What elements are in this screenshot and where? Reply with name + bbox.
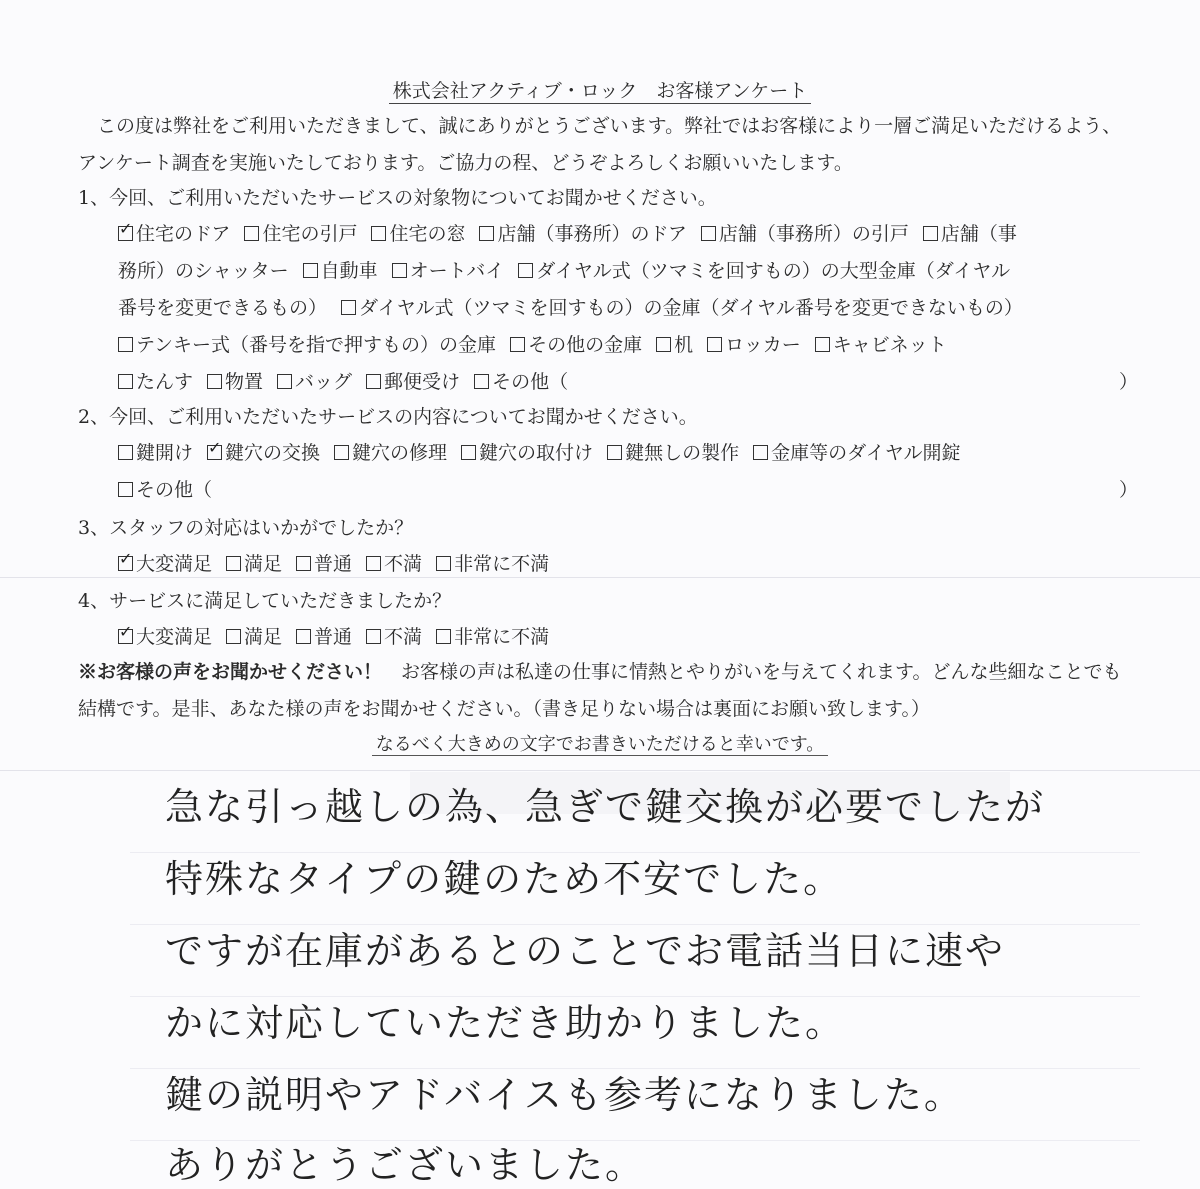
checkbox-icon[interactable] xyxy=(371,226,386,241)
checkbox-icon[interactable] xyxy=(296,556,311,571)
checkbox-option[interactable] xyxy=(118,549,212,576)
option-label: 非常に不満 xyxy=(454,553,550,575)
checkbox-icon[interactable] xyxy=(366,629,381,644)
option-label: 住宅の窓 xyxy=(389,223,466,245)
option-label: 不満 xyxy=(384,626,423,648)
checkbox-option[interactable] xyxy=(366,367,460,394)
checkbox-icon[interactable] xyxy=(118,482,133,497)
survey-title-text: 株式会社アクティブ・ロック お客様アンケート xyxy=(389,80,811,104)
option-row xyxy=(118,325,1138,362)
checkbox-icon[interactable] xyxy=(334,445,349,460)
checkbox-option[interactable] xyxy=(366,622,422,649)
checkbox-option[interactable] xyxy=(341,293,1023,320)
handwritten-line: ありがとうございました。 xyxy=(165,1143,646,1187)
option-label: その他（ xyxy=(136,479,213,501)
option-label: 店舗（事 xyxy=(940,223,1017,245)
checkbox-option[interactable] xyxy=(226,622,282,649)
option-label: 住宅のドア xyxy=(136,223,231,245)
survey-title xyxy=(0,76,1200,103)
option-row xyxy=(118,288,1138,325)
checkbox-option[interactable] xyxy=(334,438,447,465)
option-label: 店舗（事務所）のドア xyxy=(497,223,687,245)
checkbox-option[interactable] xyxy=(518,256,1010,283)
checkbox-option[interactable] xyxy=(226,549,282,576)
checkbox-icon[interactable] xyxy=(461,445,476,460)
option-label: 自動車 xyxy=(320,260,378,282)
checkbox-icon[interactable] xyxy=(341,300,356,315)
checkbox-icon[interactable] xyxy=(207,374,222,389)
checkbox-option[interactable] xyxy=(118,367,193,394)
voice-prompt xyxy=(78,654,1138,728)
option-label: 店舗（事務所）の引戸 xyxy=(718,223,909,245)
checkbox-option[interactable] xyxy=(656,330,693,357)
checkbox-option[interactable] xyxy=(207,438,320,465)
checkbox-icon[interactable] xyxy=(479,226,494,241)
question-1-label: 1、今回、ご利用いただいたサービスの対象物についてお聞かせください。 xyxy=(78,187,717,209)
checkbox-icon[interactable] xyxy=(118,445,133,460)
checkbox-icon[interactable] xyxy=(226,556,241,571)
checkbox-option[interactable] xyxy=(436,622,549,649)
handwritten-line: かに対応していただき助かりました。 xyxy=(165,1001,846,1045)
option-row xyxy=(118,214,1138,251)
checkbox-icon[interactable] xyxy=(474,374,489,389)
checkbox-option[interactable] xyxy=(244,219,357,246)
checkbox-option[interactable] xyxy=(607,438,739,465)
option-label: 不満 xyxy=(384,553,423,575)
checkbox-icon[interactable] xyxy=(753,445,768,460)
checkbox-icon[interactable] xyxy=(656,337,671,352)
checkbox-option[interactable] xyxy=(753,438,960,465)
checkbox-icon[interactable] xyxy=(366,374,381,389)
checkbox-option[interactable] xyxy=(366,549,422,576)
option-label: バッグ xyxy=(295,371,353,393)
option-label: 務所）のシャッター xyxy=(118,260,289,282)
intro-text: この度は弊社をご利用いただきまして、誠にありがとうございます。弊社ではお客様により一層ご満足いただけるよう、アンケート調査を実施いたしております。ご協力の程、どうぞよろしくお願いいたします。 xyxy=(78,115,1122,174)
option-label: 非常に不満 xyxy=(454,626,550,648)
checkbox-icon[interactable] xyxy=(226,629,241,644)
option-row xyxy=(118,251,1138,288)
writing-note xyxy=(0,730,1200,756)
option-label: 大変満足 xyxy=(136,553,213,575)
option-label: 鍵開け xyxy=(136,442,194,464)
option-label: 満足 xyxy=(244,626,283,648)
checkbox-option[interactable] xyxy=(701,219,909,246)
checkbox-icon[interactable] xyxy=(607,445,622,460)
option-label: 普通 xyxy=(314,626,353,648)
question-3-options xyxy=(118,544,1138,581)
checkbox-option[interactable] xyxy=(923,219,1017,246)
option-row xyxy=(118,433,1138,470)
checkbox-icon[interactable] xyxy=(436,629,451,644)
checkbox-option[interactable] xyxy=(371,219,465,246)
checkbox-option[interactable] xyxy=(815,330,947,357)
checked-box-icon[interactable] xyxy=(207,445,222,460)
handwritten-line: 特殊なタイプの鍵のため不安でした。 xyxy=(165,857,844,901)
option-label: 大変満足 xyxy=(136,626,213,648)
option-label: 鍵穴の交換 xyxy=(225,442,321,464)
fold-line xyxy=(0,770,1200,771)
option-label: その他の金庫 xyxy=(528,334,643,356)
writing-note-text: なるべく大きめの文字でお書きいただけると幸いです。 xyxy=(372,734,829,756)
question-3-label: 3、スタッフの対応はいかがでしたか？ xyxy=(78,517,414,539)
checkbox-icon[interactable] xyxy=(303,263,318,278)
checkbox-option[interactable] xyxy=(436,549,549,576)
option-row xyxy=(118,617,1138,654)
option-row xyxy=(118,470,1138,507)
checkbox-option[interactable] xyxy=(118,256,289,283)
option-row xyxy=(118,362,1138,399)
option-label: 郵便受け xyxy=(384,371,461,393)
option-label: 鍵無しの製作 xyxy=(625,442,740,464)
question-4-label: 4、サービスに満足していただきましたか？ xyxy=(78,590,452,612)
checkbox-icon[interactable] xyxy=(296,629,311,644)
checkbox-icon[interactable] xyxy=(277,374,292,389)
checked-box-icon[interactable] xyxy=(118,556,133,571)
checkbox-option[interactable] xyxy=(118,330,496,357)
option-label: ダイヤル式（ツマミを回すもの）の大型金庫（ダイヤル xyxy=(536,260,1011,282)
checkbox-icon[interactable] xyxy=(244,226,259,241)
checkbox-icon[interactable] xyxy=(436,556,451,571)
checkbox-option[interactable] xyxy=(461,438,593,465)
checkbox-icon[interactable] xyxy=(707,337,722,352)
option-label: ダイヤル式（ツマミを回すもの）の金庫（ダイヤル番号を変更できないもの） xyxy=(359,297,1023,319)
checkbox-option[interactable] xyxy=(510,330,642,357)
checkbox-option[interactable] xyxy=(277,367,352,394)
checked-box-icon[interactable] xyxy=(118,629,133,644)
voice-body: お客様の声は私達の仕事に情熱とやりがいを与えてくれます。どんな些細なことでも結構です。是非、あなた様の声をお聞かせください。（書き足りない場合は裏面にお願い致します。） xyxy=(78,661,1122,720)
checkbox-option[interactable] xyxy=(118,293,327,320)
checkbox-option[interactable] xyxy=(296,622,352,649)
option-label: 鍵穴の修理 xyxy=(352,442,448,464)
checkbox-option[interactable] xyxy=(118,475,212,502)
checked-box-icon[interactable] xyxy=(118,226,133,241)
option-label: 物置 xyxy=(225,371,264,393)
option-label: オートバイ xyxy=(409,260,505,282)
option-label: その他（ xyxy=(492,371,569,393)
handwritten-line: 急な引っ越しの為、急ぎで鍵交換が必要でしたが xyxy=(165,785,1046,829)
close-paren: ） xyxy=(1118,371,1138,393)
checkbox-option[interactable] xyxy=(707,330,801,357)
question-4-options xyxy=(118,617,1138,654)
checkbox-option[interactable] xyxy=(296,549,352,576)
checkbox-option[interactable] xyxy=(207,367,263,394)
option-label: テンキー式（番号を指で押すもの）の金庫 xyxy=(136,334,497,356)
checkbox-option[interactable] xyxy=(474,367,568,394)
checkbox-option[interactable] xyxy=(118,219,230,246)
question-2-label: 2、今回、ご利用いただいたサービスの内容についてお聞かせください。 xyxy=(78,406,698,428)
checkbox-icon[interactable] xyxy=(118,374,133,389)
question-1-options xyxy=(118,214,1138,399)
checkbox-icon[interactable] xyxy=(701,226,716,241)
checkbox-icon[interactable] xyxy=(815,337,830,352)
checkbox-icon[interactable] xyxy=(118,337,133,352)
option-label: 普通 xyxy=(314,553,353,575)
checkbox-option[interactable] xyxy=(118,622,212,649)
checkbox-icon[interactable] xyxy=(510,337,525,352)
handwritten-line: 鍵の説明やアドバイスも参考になりました。 xyxy=(165,1073,964,1117)
option-label: ロッカー xyxy=(725,334,801,356)
handwritten-line: ですが在庫があるとのことでお電話当日に速や xyxy=(165,929,1006,973)
option-label: 机 xyxy=(674,334,694,356)
option-label: 満足 xyxy=(244,553,283,575)
question-2-options xyxy=(118,433,1138,507)
option-label: 番号を変更できるもの） xyxy=(118,297,328,319)
checkbox-icon[interactable] xyxy=(518,263,533,278)
checkbox-icon[interactable] xyxy=(392,263,407,278)
close-paren: ） xyxy=(1118,479,1138,501)
option-row xyxy=(118,544,1138,581)
option-label: たんす xyxy=(136,371,194,393)
option-label: 鍵穴の取付け xyxy=(479,442,594,464)
checkbox-option[interactable] xyxy=(303,256,378,283)
checkbox-icon[interactable] xyxy=(923,226,938,241)
checkbox-option[interactable] xyxy=(479,219,686,246)
checkbox-option[interactable] xyxy=(118,438,193,465)
checkbox-option[interactable] xyxy=(392,256,505,283)
option-label: キャビネット xyxy=(832,334,947,356)
checkbox-icon[interactable] xyxy=(366,556,381,571)
option-label: 金庫等のダイヤル開錠 xyxy=(771,442,961,464)
option-label: 住宅の引戸 xyxy=(262,223,358,245)
voice-heading: ※お客様の声をお聞かせください！ xyxy=(78,661,383,683)
